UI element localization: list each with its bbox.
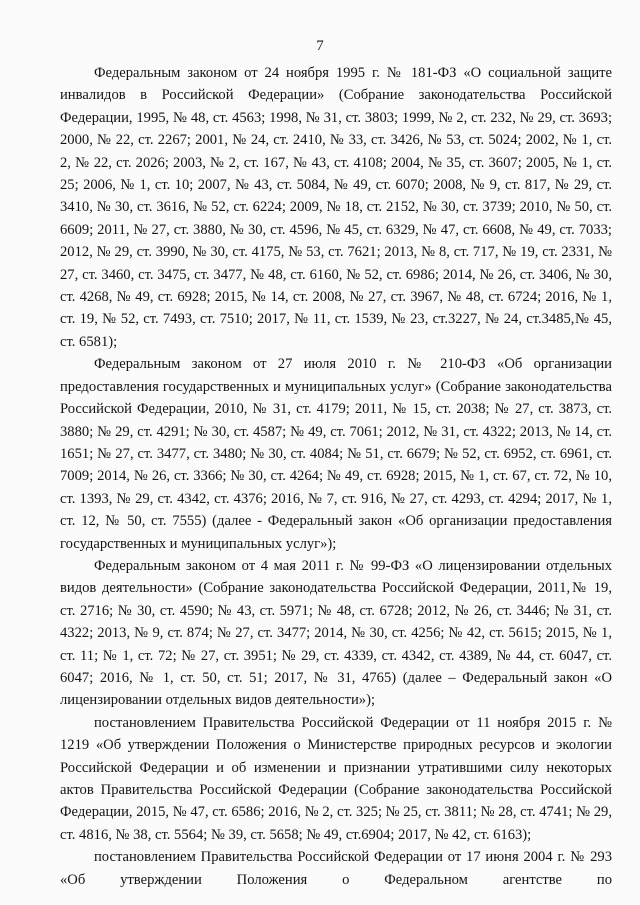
paragraph-resolution-293: постановлением Правительства Российской Федерации от 17 июня 2004 г. № 293 «Об утверждении Положения о Федеральном агентстве по: [60, 849, 612, 888]
page-number: 7: [316, 38, 324, 54]
paragraph-law-181: Федеральным законом от 24 ноября 1995 г. № 181-ФЗ «О социальной защите инвалидов в Российской Федерации» (Собрание законодательства Российской Федерации, 1995, № 48, ст. 4563; 1998, № 31, ст. 3803; 1999, № 2, ст. 232, № 29, ст. 3693; 2000, № 22, ст. 2267; 2001, № 24, ст. 2410, № 33, ст. 3426, № 53, ст. 5024; 2002, № 1, ст. 2, № 22, ст. 2026; 2003, № 2, ст. 167, № 43, ст. 4108; 2004, № 35, ст. 3607; 2005, № 1, ст. 25; 2006, № 1, ст. 10; 2007, № 43, ст. 5084, № 49, ст. 6070; 2008, № 9, ст. 817, № 29, ст. 3410, № 30, ст. 3616, № 52, ст. 6224; 2009, № 18, ст. 2152, № 30, ст. 3739; 2010, № 50, ст. 6609; 2011, № 27, ст. 3880, № 30, ст. 4596, № 45, ст. 6329, № 47, ст. 6608, № 49, ст. 7033; 2012, № 29, ст. 3990, № 30, ст. 4175, № 53, ст. 7621; 2013, № 8, ст. 717, № 19, ст. 2331, № 27, ст. 3460, ст. 3475, ст. 3477, № 48, ст. 6160, № 52, ст. 6986; 2014, № 26, ст. 3406, № 30, ст. 4268, № 49, ст. 6928; 2015, № 14, ст. 2008, № 27, ст. 3967, № 48, ст. 6724; 2016, № 1, ст. 19, № 52, ст. 7493, ст. 7510; 2017, № 11, ст. 1539, № 23, ст.3227, № 24, ст.3485,№ 45, ст. 6581);: [60, 65, 612, 350]
paragraph-resolution-1219: постановлением Правительства Российской Федерации от 11 ноября 2015 г. № 1219 «Об утверждении Положения о Министерстве природных ресурсов и экологии Российской Федерации и об изменении и признании утратившими силу некоторых актов Правительства Российской Федерации (Собрание законодательства Российской Федерации, 2015, № 47, ст. 6586; 2016, № 2, ст. 325; № 25, ст. 3811; № 28, ст. 4741; № 29, ст. 4816, № 38, ст. 5564; № 39, ст. 5658; № 49, ст.6904; 2017, № 42, ст. 6163);: [60, 714, 612, 843]
paragraph-law-99: Федеральным законом от 4 мая 2011 г. № 99-ФЗ «О лицензировании отдельных видов деятельности» (Собрание законодательства Российской Федерации, 2011,№ 19, ст. 2716; № 30, ст. 4590; № 43, ст. 5971; № 48, ст. 6728; 2012, № 26, ст. 3446; № 31, ст. 4322; 2013, № 9, ст. 874; № 27, ст. 3477; 2014, № 30, ст. 4256; № 42, ст. 5615; 2015, № 1, ст. 11; № 1, ст. 72; № 27, ст. 3951; № 29, ст. 4339, ст. 4342, ст. 4389, № 44, ст. 6047, ст. 6047; 2016, № 1, ст. 50, ст. 51; 2017, № 31, 4765) (далее – Федеральный закон «О лицензировании отдельных видов деятельности»);: [60, 557, 612, 709]
document-body: [60, 62, 612, 891]
paragraph-law-210: Федеральным законом от 27 июля 2010 г. № 210-ФЗ «Об организации предоставления государственных и муниципальных услуг» (Собрание законодательства Российской Федерации, 2010, № 31, ст. 4179; 2011, № 15, ст. 2038; № 27, ст. 3873, ст. 3880; № 29, ст. 4291; № 30, ст. 4587; № 49, ст. 7061; 2012, № 31, ст. 4322; 2013, № 14, ст. 1651; № 27, ст. 3477, ст. 3480; № 30, ст. 4084; № 51, ст. 6679; № 52, ст. 6952, ст. 6961, ст. 7009; 2014, № 26, ст. 3366; № 30, ст. 4264; № 49, ст. 6928; 2015, № 1, ст. 67, ст. 72, № 10, ст. 1393, № 29, ст. 4342, ст. 4376; 2016, № 7, ст. 916, № 27, ст. 4293, ст. 4294; 2017, № 1, ст. 12, № 50, ст. 7555) (далее - Федеральный закон «Об организации предоставления государственных и муниципальных услуг»);: [60, 356, 612, 552]
